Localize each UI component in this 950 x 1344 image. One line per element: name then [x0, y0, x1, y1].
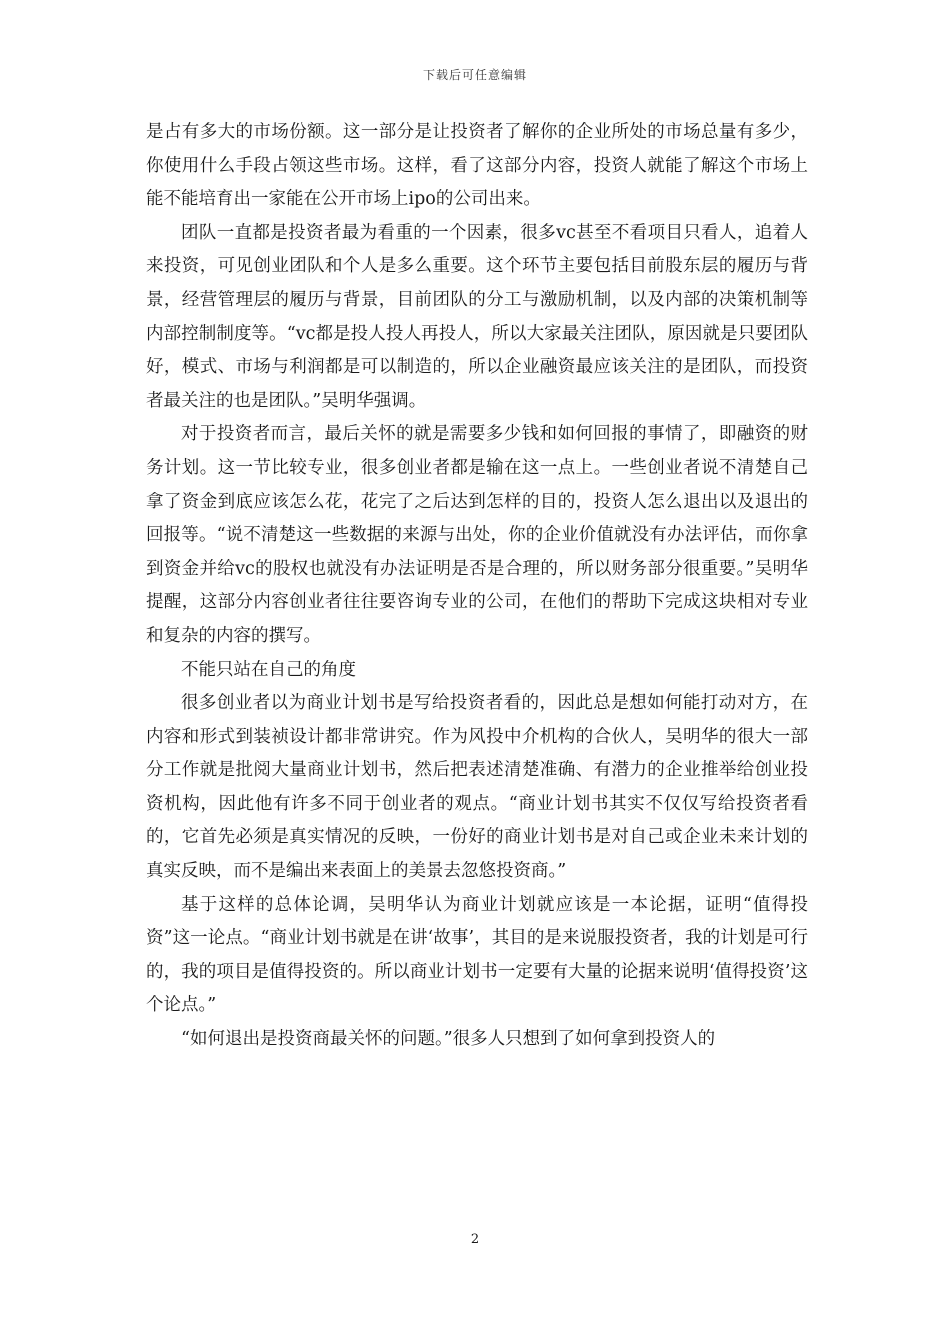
paragraph-exit: “如何退出是投资商最关怀的问题。”很多人只想到了如何拿到投资人的 [181, 1029, 716, 1050]
page-number: 2 [470, 1232, 480, 1247]
paragraph-team: 团队一直都是投资者最为看重的一个因素，很多vc甚至不看项目只看人，追着人来投资，可见创业团队和个人是多么重要。这个环节主要包括目前股东层的履历与背景，经营管理层的履历与背景，目前团队的分工与激励机制，以及内部的决策机制等内部控制制度等。“vc都是投人投人再投人，所以大家最关注团队，原因就是只要团队好，模式、市场与利润都是可以制造的，所以企业融资最应该关注的是团队，而投资者最关注的也是团队。”吴明华强调。 [146, 222, 808, 411]
page-header: 下载后可任意编辑 [422, 68, 527, 82]
paragraph-financial-plan: 对于投资者而言，最后关怀的就是需要多少钱和如何回报的事情了，即融资的财务计划。这一节比较专业，很多创业者都是输在这一点上。一些创业者说不清楚自己拿了资金到底应该怎么花，花完了之后达到怎样的目的，投资人怎么退出以及退出的回报等。“说不清楚这一些数据的来源与出处，你的企业价值就没有办法评估，而你拿到资金并给vc的股权也就没有办法证明是否是合理的，所以财务部分很重要。”吴明华提醒，这部分内容创业者往往要咨询专业的公司，在他们的帮助下完成这块相对专业和复杂的内容的撰写。 [146, 424, 808, 646]
section-heading: 不能只站在自己的角度 [181, 659, 356, 680]
document-body [146, 116, 808, 1057]
paragraph-business-plan-purpose: 很多创业者以为商业计划书是写给投资者看的，因此总是想如何能打动对方，在内容和形式到装祯设计都非常讲究。作为风投中介机构的合伙人，吴明华的很大一部分工作就是批阅大量商业计划书，然后把表述清楚准确、有潜力的企业推举给创业投资机构，因此他有许多不同于创业者的观点。“商业计划书其实不仅仅写给投资者看的，它首先必须是真实情况的反映，一份好的商业计划书是对自己或企业未来计划的真实反映，而不是编出来表面上的美景去忽悠投资商。” [146, 693, 808, 882]
paragraph-market-share: 是占有多大的市场份额。这一部分是让投资者了解你的企业所处的市场总量有多少，你使用什么手段占领这些市场。这样，看了这部分内容，投资人就能了解这个市场上能不能培育出一家能在公开市场上ipo的公司出来。 [146, 122, 808, 210]
paragraph-worth-investing: 基于这样的总体论调，吴明华认为商业计划就应该是一本论据，证明“值得投资”这一论点。“商业计划书就是在讲‘故事’，其目的是来说服投资者，我的计划是可行的，我的项目是值得投资的。所以商业计划书一定要有大量的论据来说明‘值得投资’这个论点。” [146, 894, 808, 1016]
